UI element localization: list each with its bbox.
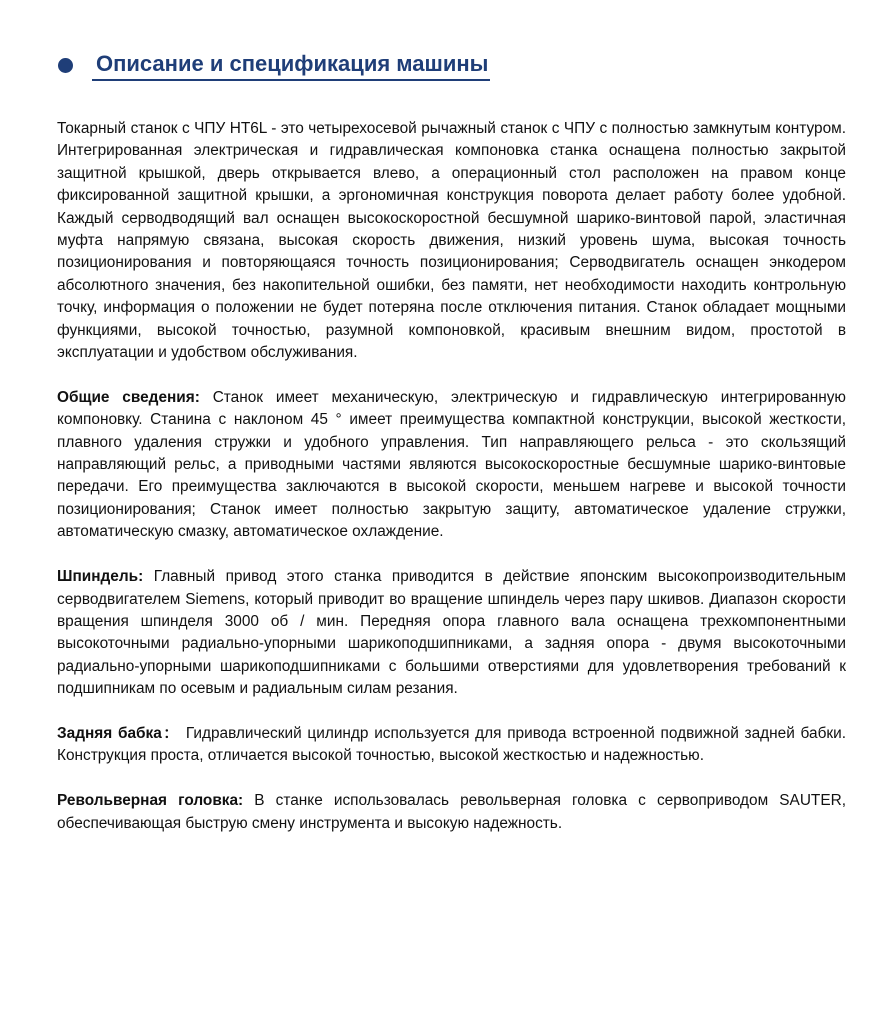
paragraph-text: Станок имеет механическую, электрическую и гидравлическую интегрированную компоновку. Станина с наклоном 45 ° имеет преимущества компактной конструкции, высокой жесткости, плавного удаления стружки и удобного управления. Тип направляющего рельса - это скользящий направляющий рельс, а приводными частями являются высокоскоростные бесшумные шарико-винтовые передачи. Его преимущества заключаются в высокой скорости, меньшем нагреве и высокой точности позиционирования; Станок имеет полностью закрытую защиту, автоматическое удаление стружки, автоматическую смазку, автоматическое охлаждение. — [57, 388, 846, 541]
paragraph-spindle — [57, 566, 846, 700]
page-title: Описание и спецификация машины — [92, 50, 490, 81]
paragraph-turret — [57, 790, 846, 835]
section-heading — [58, 50, 490, 81]
document-body — [57, 118, 846, 835]
paragraph-intro — [57, 118, 846, 364]
paragraph-tailstock — [57, 723, 846, 768]
paragraph-text: Гидравлический цилиндр используется для привода встроенной подвижной задней бабки. Конструкция проста, отличается высокой точностью, высокой жесткостью и надежностью. — [57, 724, 846, 765]
paragraph-general-info — [57, 387, 846, 544]
paragraph-label: Задняя бабка： — [57, 724, 181, 742]
paragraph-label: Револьверная головка: — [57, 792, 244, 810]
paragraph-label: Шпиндель: — [57, 568, 144, 586]
paragraph-text: Токарный станок с ЧПУ HT6L - это четырехосевой рычажный станок с ЧПУ с полностью замкнутым контуром. Интегрированная электрическая и гидравлическая компоновка станка оснащена полностью закрытой защитной крышкой, дверь открывается влево, а операционный стол расположен на правом конце фиксированной защитной крышки, а эргономичная конструкция поворота делает работу более удобной. Каждый серводводящий вал оснащен высокоскоростной бесшумной шарико-винтовой парой, эластичная муфта напрямую связана, высокая скорость движения, низкий уровень шума, высокая точность позиционирования и повторяющаяся точность позиционирования; Серводвигатель оснащен энкодером абсолютного значения, без накопительной ошибки, без памяти, нет необходимости находить контрольную точку, информация о положении не будет потеряна после отключения питания. Станок обладает мощными функциями, высокой точностью, разумной компоновкой, красивым внешним видом, простотой в эксплуатации и удобством обслуживания. — [57, 120, 846, 362]
paragraph-text: Главный привод этого станка приводится в действие японским высокопроизводительным серводвигателем Siemens, который приводит во вращение шпиндель через пару шкивов. Диапазон скорости вращения шпинделя 3000 об / мин. Передняя опора главного вала оснащена трехкомпонентными высокоточными радиально-упорными шарикоподшипниками, а задняя опора - двумя высокоточными радиально-упорными шарикоподшипниками с большими отверстиями для удовлетворения требований к подшипникам по осевым и радиальным силам резания. — [57, 568, 846, 698]
paragraph-label: Общие сведения: — [57, 388, 200, 406]
bullet-icon — [58, 58, 73, 73]
paragraph-text: В станке использовалась револьверная головка с сервоприводом SAUTER, обеспечивающая быструю смену инструмента и высокую надежность. — [57, 792, 846, 832]
